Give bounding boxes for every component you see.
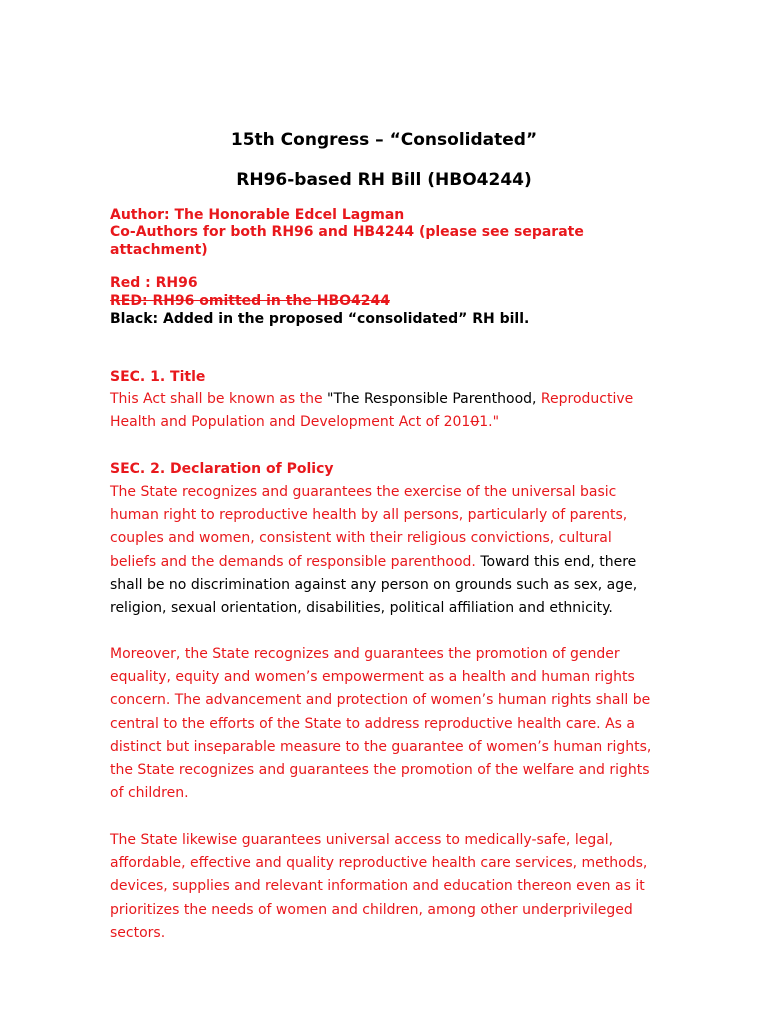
section-2-paragraph-1-red: The State recognizes and guarantees the exercise of the universal basic human right to reproductive health by all persons, particularly of parents, couples and women, consistent with their religious convictions, cultural beliefs and the demands of responsible parenthood. — [110, 484, 628, 570]
section-2-paragraph-1 — [110, 481, 662, 620]
section-1-text-red-lead: This Act shall be known as the — [110, 391, 328, 407]
legend-omitted: RED: RH96 omitted in the HBO4244 — [110, 293, 390, 309]
section-1-text — [110, 388, 662, 434]
legend-red: Red : RH96 — [110, 275, 198, 291]
section-1-text-red-end: 1." — [479, 414, 500, 431]
document-title-bill: RH96-based RH Bill (HBO4244) — [236, 170, 532, 190]
coauthors-line-continued: attachment) — [110, 242, 208, 258]
section-1-text-struck: 0 — [470, 414, 480, 431]
document-title-congress: 15th Congress – “Consolidated” — [230, 130, 538, 150]
section-2-heading: SEC. 2. Declaration of Policy — [110, 461, 334, 477]
section-1-text-black: "The Responsible Parenthood, — [327, 391, 541, 407]
section-1-text-red: Reproductive Health and Population and Development Act of 201 — [110, 391, 634, 431]
section-2-paragraph-3: The State likewise guarantees universal access to medically-safe, legal, affordable, effective and quality reproductive health care services, methods, devices, supplies and relevant information and education thereon even as it prioritizes the needs of women and children, among other underprivileged sectors. — [110, 832, 648, 941]
author-line: Author: The Honorable Edcel Lagman — [110, 207, 405, 223]
legend-black: Black: Added in the proposed “consolidated” RH bill. — [110, 311, 530, 327]
coauthors-line: Co-Authors for both RH96 and HB4244 (please see separate — [110, 224, 584, 240]
section-1-heading: SEC. 1. Title — [110, 369, 206, 385]
section-2-paragraph-1-black: Toward this end, there shall be no discrimination against any person on grounds such as sex, age, religion, sexual orientation, disabilities, political affiliation and ethnicity. — [110, 553, 638, 617]
section-2-paragraph-2: Moreover, the State recognizes and guarantees the promotion of gender equality, equity and women’s empowerment as a health and human rights concern. The advancement and protection of women’s human rights shall be central to the efforts of the State to address reproductive health care. As a distinct but inseparable measure to the guarantee of women’s human rights, the State recognizes and guarantees the promotion of the welfare and rights of children. — [110, 646, 652, 802]
